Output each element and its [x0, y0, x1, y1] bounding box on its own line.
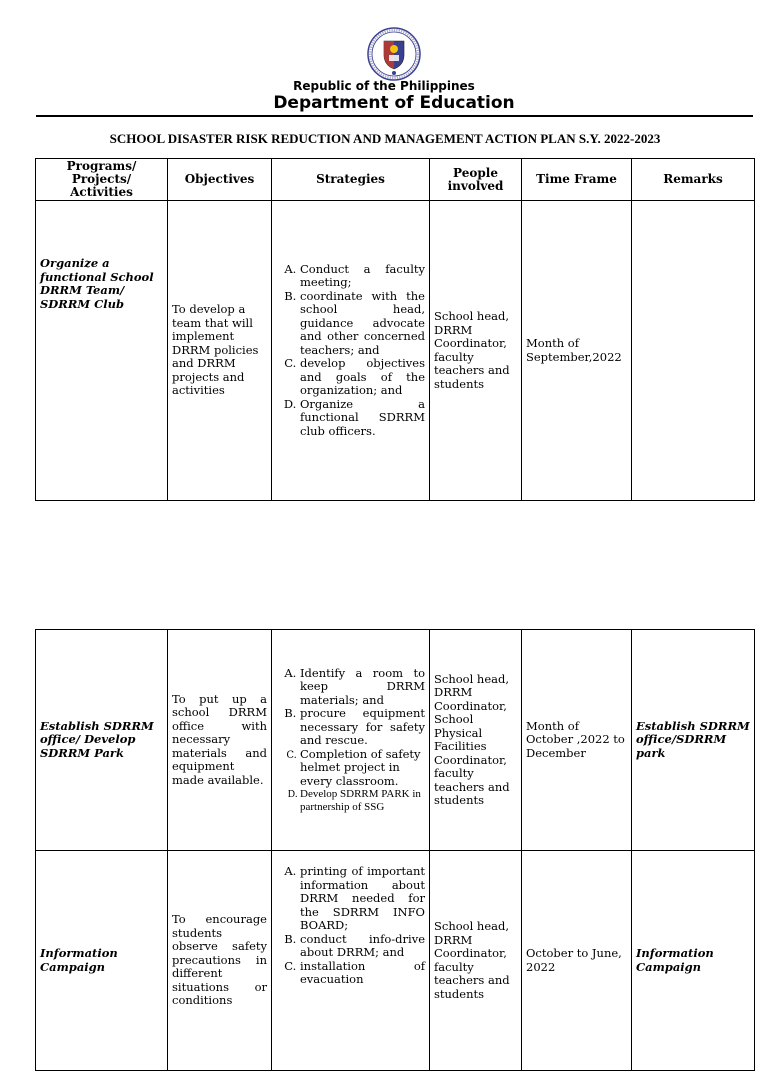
- strategies-cell: [272, 201, 430, 501]
- table-row: [36, 851, 755, 1071]
- republic-heading: Republic of the Philippines: [293, 79, 475, 93]
- strategies-list: [276, 865, 425, 987]
- plan-title: SCHOOL DISASTER RISK REDUCTION AND MANAGEMENT ACTION PLAN S.Y. 2022-2023: [109, 131, 661, 146]
- strategy-item: A. Conduct a faculty meeting;: [300, 263, 425, 290]
- strategy-item: B. procure equipment necessary for safety and rescue.: [300, 707, 425, 748]
- table-header-row: [36, 159, 755, 201]
- strategies-cell: [272, 630, 430, 851]
- action-plan-table-continued: [35, 629, 755, 1071]
- strategy-item: C. develop objectives and goals of the organization; and: [300, 357, 425, 398]
- objective-cell: To put up a school DRRM office with necessary materials and equipment made available.: [168, 630, 272, 851]
- objective-cell: To develop a team that will implement DRRM policies and DRRM projects and activities: [168, 201, 272, 501]
- strategy-item: D. Organize a functional SDRRM club officers.: [300, 398, 425, 439]
- strategy-item: B. conduct info-drive about DRRM; and: [300, 933, 425, 960]
- people-cell: School head, DRRM Coordinator, faculty teachers and students: [430, 851, 522, 1071]
- program-cell: Establish SDRRM office/ Develop SDRRM Park: [36, 630, 168, 851]
- people-cell: School head, DRRM Coordinator, School Physical Facilities Coordinator, faculty teachers and students: [430, 630, 522, 851]
- program-cell: Organize a functional School DRRM Team/ SDRRM Club: [36, 201, 168, 501]
- col-header-people: People involved: [430, 159, 522, 201]
- strategies-list: [276, 263, 425, 439]
- col-header-remarks: Remarks: [632, 159, 755, 201]
- strategies-list: [276, 667, 425, 814]
- col-header-strategies: Strategies: [272, 159, 430, 201]
- strategy-item: C. installation of evacuation: [300, 960, 425, 987]
- strategy-item: A. printing of important information about DRRM needed for the SDRRM INFO BOARD;: [300, 865, 425, 933]
- time-frame-cell: Month of September,2022: [522, 201, 632, 501]
- strategy-item: A. Identify a room to keep DRRM materials; and: [300, 667, 425, 708]
- remarks-cell: Establish SDRRM office/SDRRM park: [632, 630, 755, 851]
- table-row: [36, 201, 755, 501]
- strategy-item: C. Completion of safety helmet project in every classroom.: [300, 748, 425, 789]
- col-header-time-frame: Time Frame: [522, 159, 632, 201]
- strategy-item: D. Develop SDRRM PARK in partnership of SSG: [300, 788, 425, 813]
- people-cell: School head, DRRM Coordinator, faculty teachers and students: [430, 201, 522, 501]
- col-header-objectives: Objectives: [168, 159, 272, 201]
- time-frame-cell: Month of October ,2022 to December: [522, 630, 632, 851]
- action-plan-table-page: [35, 158, 755, 501]
- strategy-item: B. coordinate with the school head, guidance advocate and other concerned teachers; and: [300, 290, 425, 358]
- deped-seal-logo: [367, 27, 421, 81]
- remarks-cell: [632, 201, 755, 501]
- remarks-cell: Information Campaign: [632, 851, 755, 1071]
- table-row: [36, 630, 755, 851]
- header-divider: [36, 115, 753, 117]
- program-cell: Information Campaign: [36, 851, 168, 1071]
- col-header-programs: Programs/ Projects/ Activities: [36, 159, 168, 201]
- objective-cell: To encourage students observe safety precautions in different situations or conditions: [168, 851, 272, 1071]
- time-frame-cell: October to June, 2022: [522, 851, 632, 1071]
- department-heading: Department of Education: [273, 93, 515, 113]
- strategies-cell: [272, 851, 430, 1071]
